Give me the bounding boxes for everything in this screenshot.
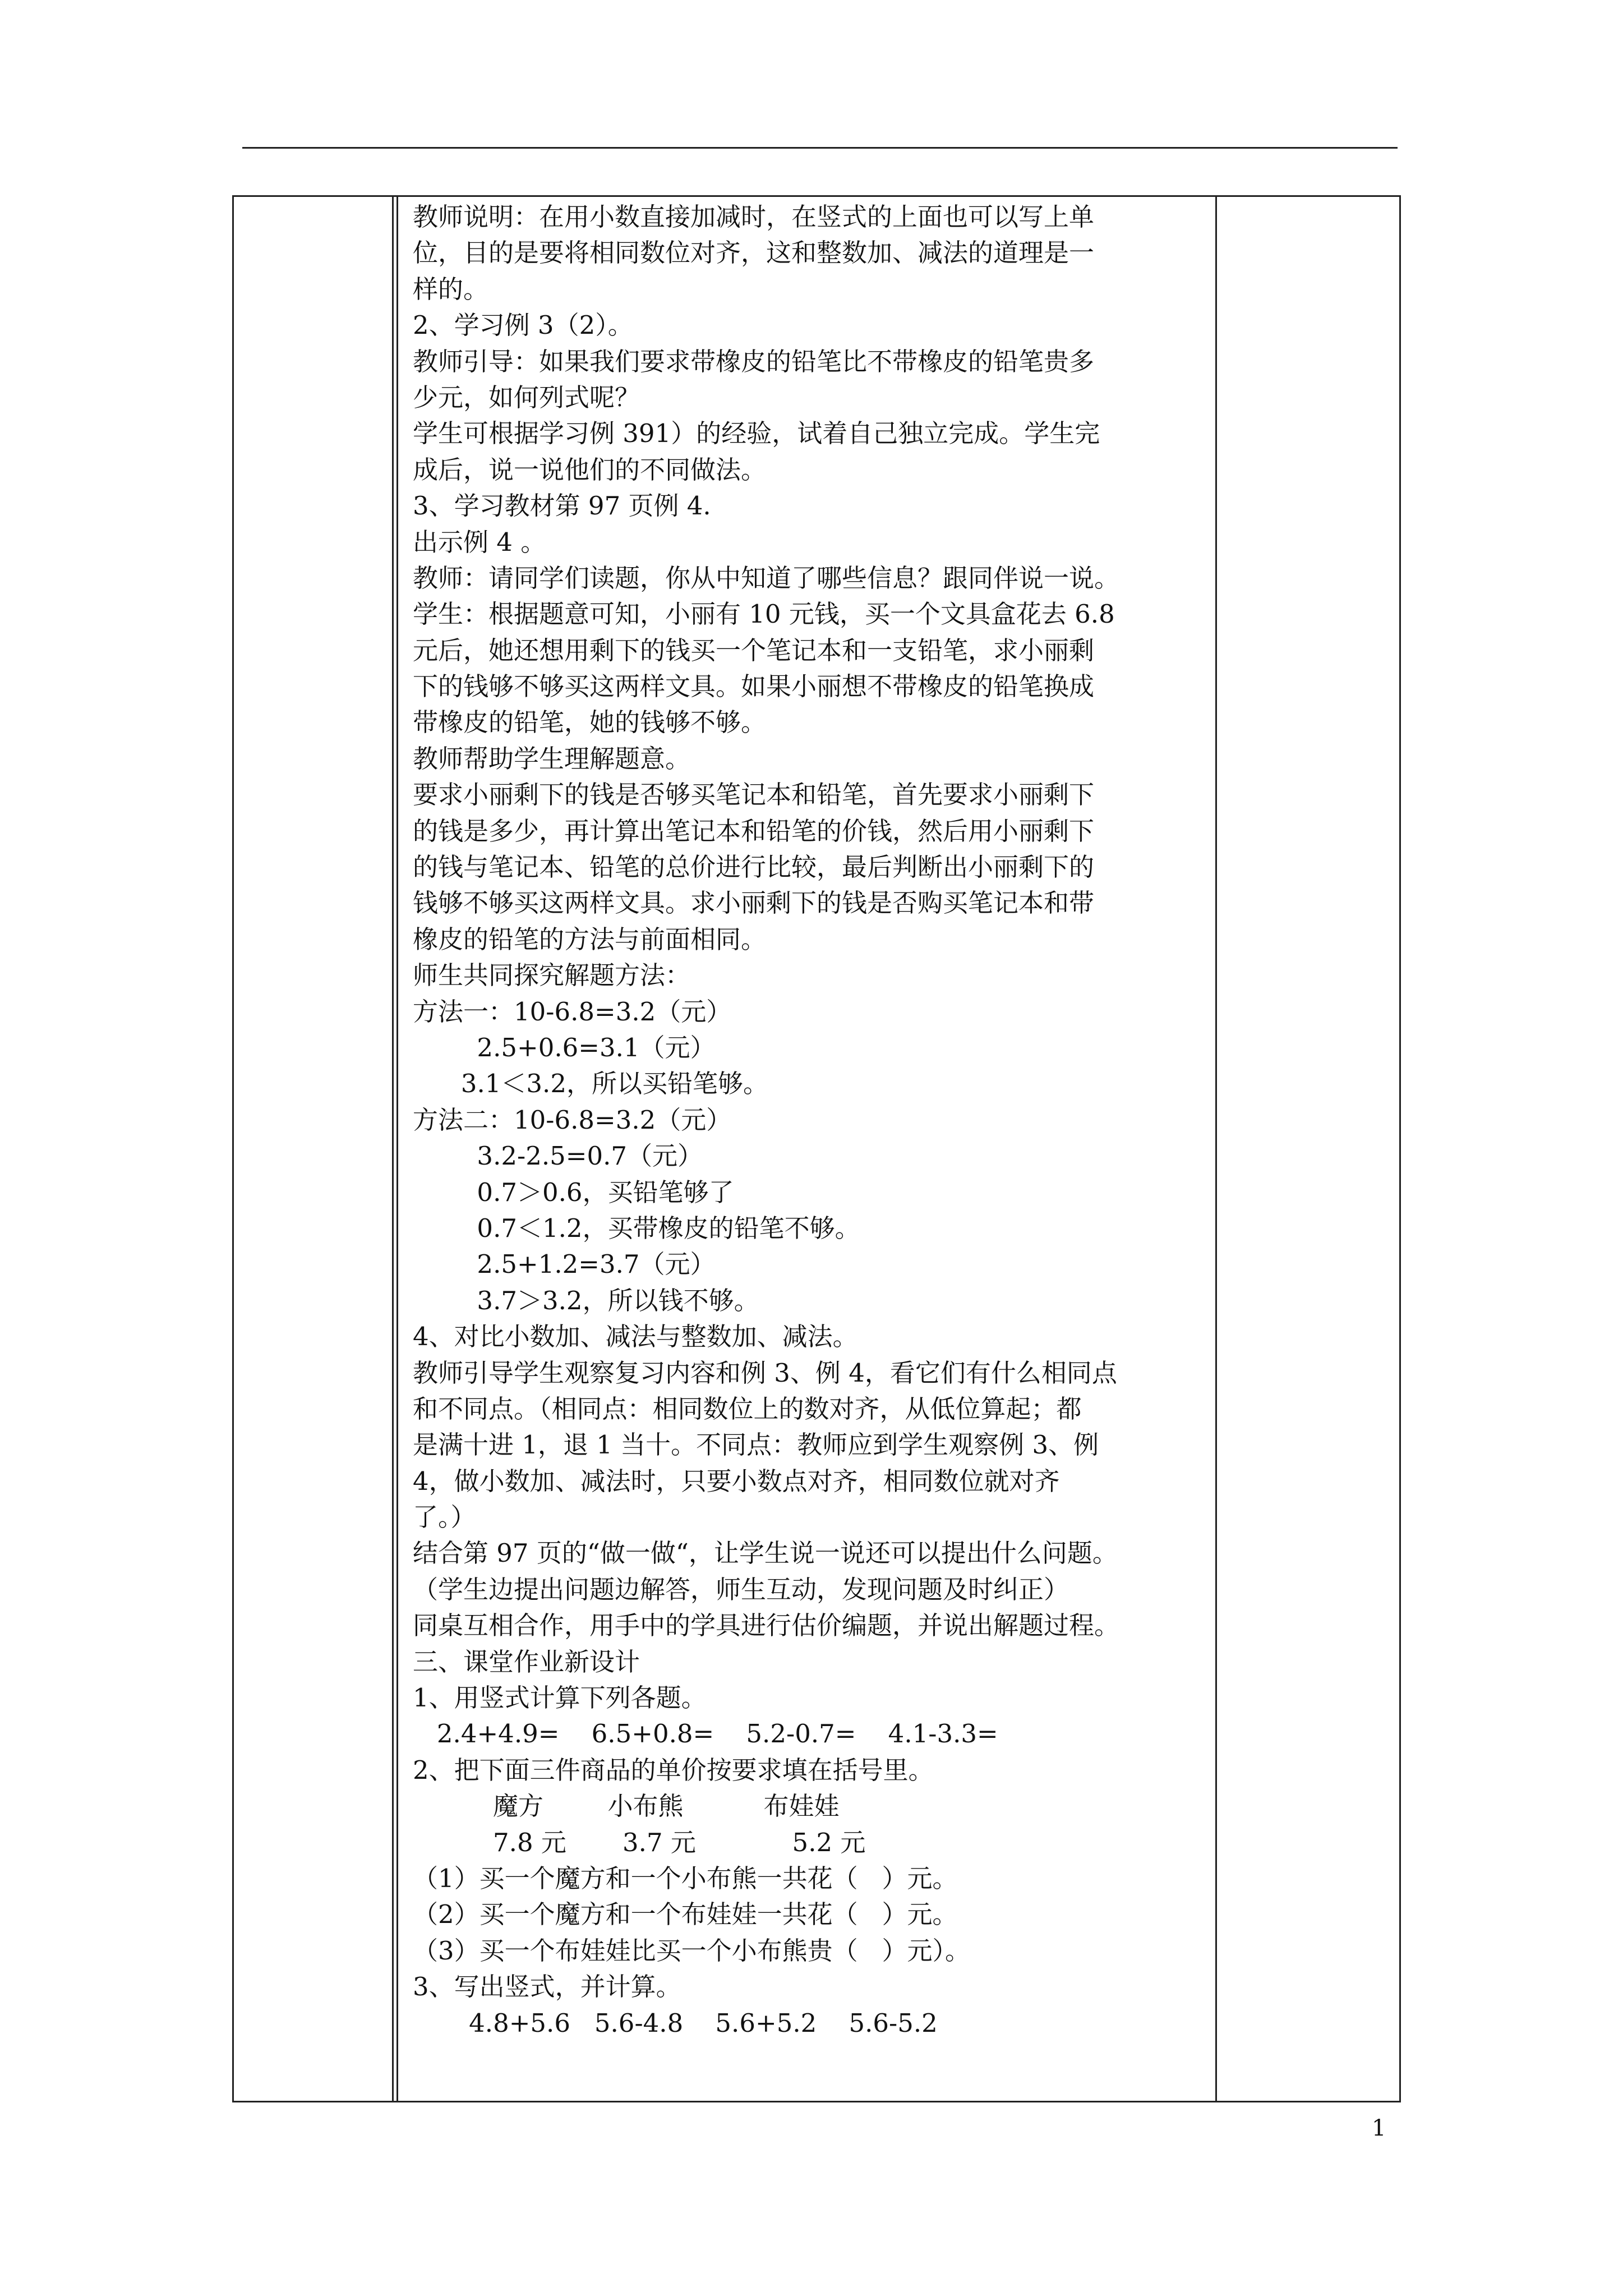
text-line: 结合第 97 页的“做一做“，让学生说一说还可以提出什么问题。 [413,1538,1118,1568]
text-line: 方法二：10-6.8=3.2（元） [413,1105,732,1135]
text-line: 的钱是多少，再计算出笔记本和铅笔的价钱，然后用小丽剩下 [413,816,1095,846]
header-rule [242,147,1398,149]
text-line: 4，做小数加、减法时，只要小数点对齐，相同数位就对齐 [413,1466,1060,1496]
text-line: 0.7＞0.6，买铅笔够了 [413,1177,734,1207]
text-line: 师生共同探究解题方法： [413,960,691,991]
text-line: 样的。 [413,274,489,304]
text-line: 3、写出竖式，并计算。 [413,1972,681,2002]
text-line: 三、课堂作业新设计 [413,1646,640,1677]
text-line: 3.1＜3.2，所以买铅笔够。 [413,1069,768,1099]
text-line: 元后，她还想用剩下的钱买一个笔记本和一支铅笔，求小丽剩 [413,635,1095,665]
text-line: 4、对比小数加、减法与整数加、减法。 [413,1322,858,1352]
text-line: 橡皮的铅笔的方法与前面相同。 [413,924,767,954]
text-line: 2、学习例 3（2）。 [413,310,633,341]
column-divider-2 [1215,197,1217,2101]
text-line: 要求小丽剩下的钱是否够买笔记本和铅笔，首先要求小丽剩下 [413,780,1095,810]
text-line: 同桌互相合作，用手中的学具进行估价编题，并说出解题过程。 [413,1611,1120,1641]
text-line: （学生边提出问题边解答，师生互动，发现问题及时纠正） [413,1574,1069,1604]
text-line: 方法一：10-6.8=3.2（元） [413,996,732,1027]
text-line: 3.2-2.5=0.7（元） [413,1141,703,1171]
text-line: 2、把下面三件商品的单价按要求填在括号里。 [413,1755,934,1785]
text-line: 是满十进 1，退 1 当十。不同点：教师应到学生观察例 3、例 [413,1430,1099,1460]
page-number: 1 [1372,2115,1386,2141]
text-line: 学生：根据题意可知，小丽有 10 元钱，买一个文具盒花去 6.8 [413,599,1115,629]
column-divider-1 [392,197,394,2101]
text-line: 下的钱够不够买这两样文具。如果小丽想不带橡皮的铅笔换成 [413,671,1095,702]
text-line: 教师引导：如果我们要求带橡皮的铅笔比不带橡皮的铅笔贵多 [413,346,1095,376]
text-line: 和不同点。（相同点：相同数位上的数对齐，从低位算起；都 [413,1393,1082,1424]
text-line: （2）买一个魔方和一个布娃娃一共花（ ）元。 [413,1899,958,1930]
text-line: （3）买一个布娃娃比买一个小布熊贵（ ）元）。 [413,1935,971,1966]
text-line: 少元，如何列式呢？ [413,382,640,412]
text-line: 3、学习教材第 97 页例 4. [413,491,711,521]
text-line: 的钱与笔记本、铅笔的总价进行比较，最后判断出小丽剩下的 [413,852,1095,882]
text-line: 3.7＞3.2，所以钱不够。 [413,1285,759,1315]
text-line: 出示例 4 。 [413,527,546,557]
text-line: 学生可根据学习例 391）的经验，试着自己独立完成。学生完 [413,418,1100,449]
text-line: 带橡皮的铅笔，她的钱够不够。 [413,707,767,738]
text-line: 钱够不够买这两样文具。求小丽剩下的钱是否购买笔记本和带 [413,888,1095,918]
text-line: 0.7＜1.2，买带橡皮的铅笔不够。 [413,1213,860,1243]
text-line: 2.5+1.2=3.7（元） [413,1249,716,1280]
text-line: 2.5+0.6=3.1（元） [413,1032,716,1062]
text-line: 教师帮助学生理解题意。 [413,743,691,774]
text-line: 教师引导学生观察复习内容和例 3、例 4，看它们有什么相同点 [413,1358,1117,1388]
text-line: （1）买一个魔方和一个小布熊一共花（ ）元。 [413,1863,958,1893]
lesson-content [413,199,1198,2041]
text-line: 魔方 小布熊 布娃娃 [413,1791,840,1821]
text-line: 成后，说一说他们的不同做法。 [413,454,767,485]
text-line: 教师说明：在用小数直接加减时，在竖式的上面也可以写上单 [413,202,1095,232]
text-line: 了。） [413,1502,476,1533]
text-line: 2.4+4.9= 6.5+0.8= 5.2-0.7= 4.1-3.3= [413,1719,998,1749]
text-line: 7.8 元 3.7 元 5.2 元 [413,1827,866,1857]
text-line: 教师：请同学们读题，你从中知道了哪些信息？跟同伴说一说。 [413,563,1120,593]
text-line: 1、用竖式计算下列各题。 [413,1683,707,1713]
text-line: 4.8+5.6 5.6-4.8 5.6+5.2 5.6-5.2 [413,2008,938,2038]
text-line: 位，目的是要将相同数位对齐，这和整数加、减法的道理是一 [413,238,1095,268]
